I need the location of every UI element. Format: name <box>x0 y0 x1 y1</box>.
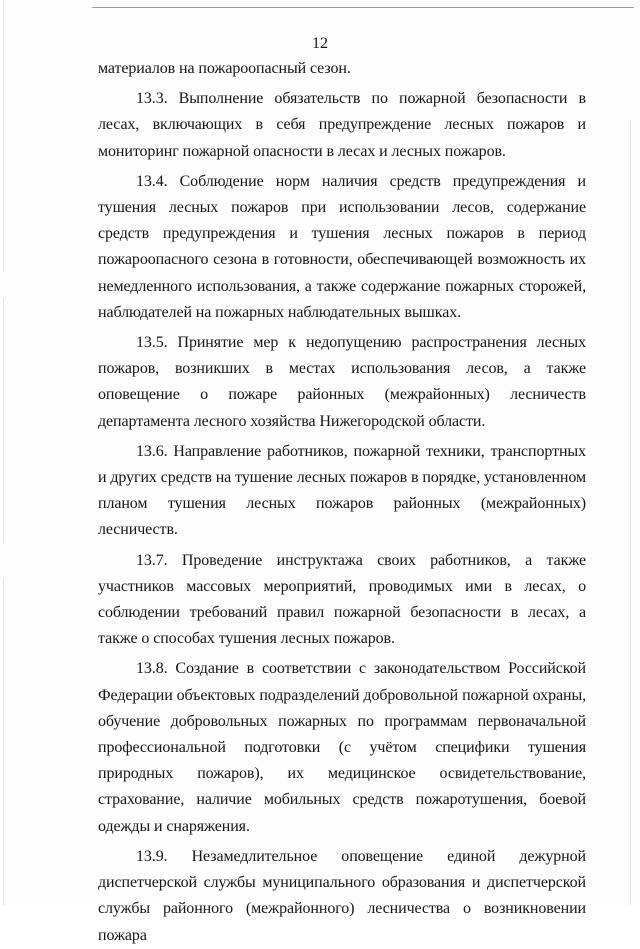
page-number: 12 <box>312 35 328 52</box>
paragraph-13-4: 13.4. Соблюдение норм наличия средств предупреждения и тушения лесных пожаров при использовании лесов, содержание средств предупреждения и тушения лесных пожаров в период пожароопасного сезона в готовности, обеспечивающей возможность их немедленного использования, а также содержание пожарных сторожей, наблюдателей на пожарных наблюдательных вышках. <box>98 172 586 321</box>
paragraph-13-7: 13.7. Проведение инструктажа своих работников, а также участников массовых мероприятий, проводимых ими в лесах, о соблюдении требований правил пожарной безопасности в лесах, а также о способах тушения лесных пожаров. <box>98 551 586 648</box>
paragraph-13-3: 13.3. Выполнение обязательств по пожарной безопасности в лесах, включающих в себя предупреждение лесных пожаров и мониторинг пожарной опасности в лесах и лесных пожаров. <box>98 90 586 160</box>
document-body <box>98 56 586 949</box>
paragraph-13-8: 13.8. Создание в соответствии с законодательством Российской Федерации объектовых подразделений добровольной пожарной охраны, обучение добровольных пожарных по программам первоначальной профессиональной подготовки (с учётом специфики тушения природных пожаров), их медицинское освидетельствование, страхование, наличие мобильных средств пожаротушения, боевой одежды и снаряжения. <box>98 660 586 835</box>
scan-left-edge <box>3 0 4 905</box>
scan-top-rule <box>92 7 634 8</box>
paragraph-13-5: 13.5. Принятие мер к недопущению распространения лесных пожаров, возникших в местах использования лесов, а также оповещение о пожаре районных (межрайонных) лесничеств департамента лесного хозяйства Нижегородской области. <box>98 334 586 430</box>
scan-right-edge <box>630 120 631 905</box>
paragraph-continuation: материалов на пожароопасный сезон. <box>98 60 351 77</box>
paragraph-13-6: 13.6. Направление работников, пожарной техники, транспортных и других средств на тушение лесных пожаров в порядке, установленном планом тушения лесных пожаров районных (межрайонных) лесничеств. <box>98 442 586 539</box>
paragraph-13-9: 13.9. Незамедлительное оповещение единой дежурной диспетчерской службы муниципального образования и диспетчерской службы районного (межрайонного) лесничества о возникновении пожара <box>98 847 586 944</box>
